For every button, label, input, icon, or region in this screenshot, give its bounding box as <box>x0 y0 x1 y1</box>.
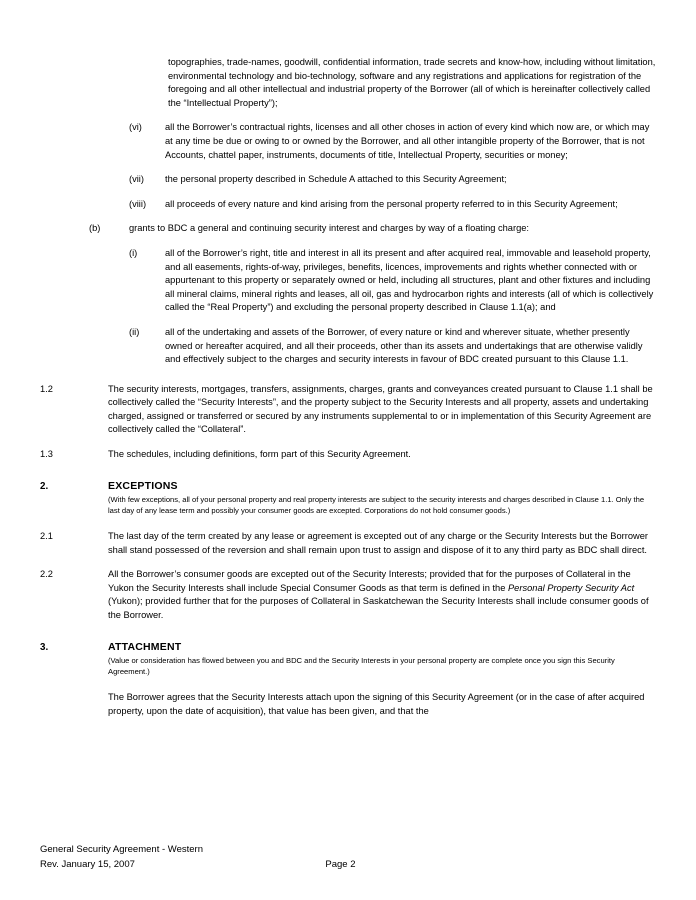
list-text-b: grants to BDC a general and continuing security interest and charges by way of a floating charge: <box>129 223 529 234</box>
clause-3-body: The Borrower agrees that the Security Interests attach upon the signing of this Security Agreement (or in the case of after acquired property, upon the date of acquisition), that value has been given, and that the <box>108 692 645 716</box>
clause-marker-1-2: 1.2 <box>40 383 53 394</box>
clause-marker-1-3: 1.3 <box>40 449 53 460</box>
clause-2-2 <box>40 568 656 622</box>
clause-2-2-part2: (Yukon); provided further that for the purposes of Collateral in Saskatchewan the Security Interests shall include consumer goods of the Borrower. <box>108 596 649 621</box>
clause-text-1-3: The schedules, including definitions, form part of this Security Agreement. <box>108 449 411 460</box>
footer-document-title: General Security Agreement - Western <box>40 844 203 855</box>
list-marker-vii: (vii) <box>129 174 144 185</box>
document-body <box>40 56 656 718</box>
list-item-vi <box>40 121 656 162</box>
clause-2-1 <box>40 530 656 557</box>
list-text-vii: the personal property described in Schedule A attached to this Security Agreement; <box>165 174 507 185</box>
section-note-attachment: (Value or consideration has flowed between you and BDC and the Security Interests in your personal property are complete once you sign this Security Agreement.) <box>108 656 615 676</box>
list-marker-b: (b) <box>89 223 101 234</box>
footer-page-number: Page 2 <box>325 858 356 870</box>
list-text-vi: all the Borrower’s contractual rights, licenses and all other choses in action of every kind which now are, or which may at any time be due or owing to or owned by the Borrower, and all other intangible property of the Borrower, that is not Accounts, chattel paper, instruments, documents of title, Intellectual Property, securities or money; <box>165 122 650 160</box>
list-item-b-i <box>40 247 656 315</box>
clause-text-2-2 <box>108 568 656 622</box>
section-note-exceptions: (With few exceptions, all of your personal property and real property interests are subject to the security interests and charges described in Clause 1.1. Only the last day of any lease term and possibly your consumer goods are excepted. Corporations do not hold consumer goods.) <box>108 495 645 515</box>
clause-marker-2-2: 2.2 <box>40 569 53 580</box>
list-text-viii: all proceeds of every nature and kind arising from the personal property referred to in this Security Agreement; <box>165 198 618 209</box>
section-heading-attachment <box>40 641 656 677</box>
clause-2-2-statute-name: Personal Property Security Act <box>507 582 635 593</box>
section-title-attachment: ATTACHMENT <box>108 640 182 653</box>
clause-text-1-2: The security interests, mortgages, transfers, assignments, charges, grants and conveyances created pursuant to Clause 1.1 shall be collectively called the “Security Interests”, and the property subject to the Security Interests and all property, assets and undertaking charged, assigned or transferred or secured by any instruments supplemental to or in implementation of this Security Agreement are collectively called the “Collateral”. <box>108 383 653 435</box>
list-item-b <box>40 222 656 236</box>
section-number-2: 2. <box>40 480 49 492</box>
list-text-b-ii: all of the undertaking and assets of the Borrower, of every nature or kind and wherever situate, whether presently owned or hereafter acquired, and all their proceeds, other than its assets and undertakings that are otherwise validly and effectively subject to the charges and security interests in favour of BDC created pursuant to this Clause 1.1. <box>165 326 643 365</box>
clause-text-2-1: The last day of the term created by any lease or agreement is excepted out of any charge or the Security Interests but the Borrower shall stand possessed of the reversion and shall remain upon trust to assign and dispose of it to any third party as BDC shall direct. <box>108 531 649 555</box>
list-marker-vi: (vi) <box>129 122 142 133</box>
clause-1-2 <box>40 383 656 437</box>
section-number-3: 3. <box>40 641 49 653</box>
list-marker-b-ii: (ii) <box>129 326 140 337</box>
list-text-b-i: all of the Borrower’s right, title and interest in all its present and after acquired real, immovable and leasehold property, and all easements, rights-of-way, privileges, benefits, licences, improvements and rights whether connected with or appurtenant to this property or separately owned or held, including all structures, plant and other fixtures and including all mineral claims, mineral rights and leases, all oil, gas and hydrocarbon rights and interests (all of which is collectively called the “Real Property”) and excluding the personal property described in Clause 1.1(a); and <box>165 247 654 313</box>
clause-2-2-part1: All the Borrower’s consumer goods are excepted out of the Security Interests; provided that for the purposes of Collateral in the Yukon the Security Interests shall include Special Consumer Goods as that term is defined in the <box>108 569 631 593</box>
paragraph-continued-v: topographies, trade-names, goodwill, confidential information, trade secrets and know-how, including without limitation, environmental technology and bio-technology, software and any registrations and applications for registration of the foregoing and all other intellectual and industrial property of the Borrower (all of which is hereinafter collectively called the “Intellectual Property”); <box>168 57 656 108</box>
section-title-exceptions: EXCEPTIONS <box>108 479 178 492</box>
list-marker-viii: (viii) <box>129 198 147 209</box>
page-footer <box>40 843 656 872</box>
footer-revision: Rev. January 15, 2007 <box>40 858 135 870</box>
section-heading-exceptions <box>40 480 656 516</box>
list-item-vii <box>40 173 656 187</box>
clause-1-3 <box>40 448 656 462</box>
list-marker-b-i: (i) <box>129 247 138 258</box>
clause-marker-2-1: 2.1 <box>40 531 53 542</box>
list-item-b-ii <box>40 326 656 367</box>
list-item-viii <box>40 198 656 212</box>
